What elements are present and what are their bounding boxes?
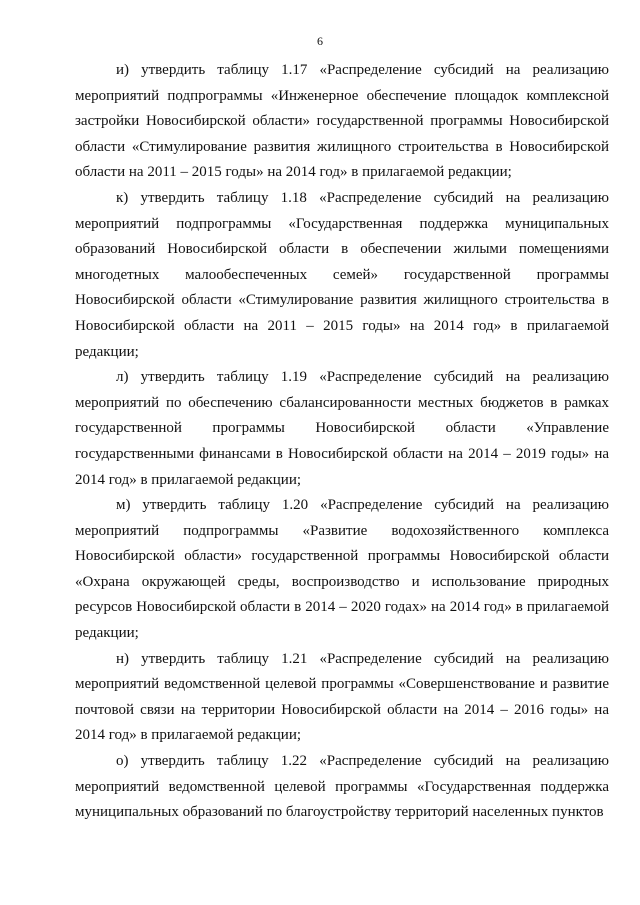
- paragraph-item-k: к) утвердить таблицу 1.18 «Распределение субсидий на реализацию мероприятий подпрограммы «Государственная поддержка муниципальных образований Новосибирской области в обеспечении жилыми помещениями многодетных малообеспеченных семей» государственной программы Новосибирской области «Стимулирование развития жилищного строительства в Новосибирской области на 2011 – 2015 годы» на 2014 год» в прилагаемой редакции;: [75, 189, 609, 360]
- document-body: [75, 58, 609, 826]
- paragraph-item-o: о) утвердить таблицу 1.22 «Распределение субсидий на реализацию мероприятий ведомственной целевой программы «Государственная поддержка муниципальных образований по благоустройству территорий населенных пунктов: [75, 753, 609, 821]
- paragraph-item-m: м) утвердить таблицу 1.20 «Распределение субсидий на реализацию мероприятий подпрограммы «Развитие водохозяйственного комплекса Новосибирской области» государственной программы Новосибирской области «Охрана окружающей среды, воспроизводство и использование природных ресурсов Новосибирской области в 2014 – 2020 годах» на 2014 год» в прилагаемой редакции;: [75, 497, 609, 642]
- page-number: 6: [317, 34, 323, 48]
- paragraph-item-l: л) утвердить таблицу 1.19 «Распределение субсидий на реализацию мероприятий по обеспечению сбалансированности местных бюджетов в рамках государственной программы Новосибирской области «Управление государственными финансами в Новосибирской области на 2014 – 2019 годы» на 2014 год» в прилагаемой редакции;: [75, 369, 609, 488]
- paragraph-item-n: н) утвердить таблицу 1.21 «Распределение субсидий на реализацию мероприятий ведомственной целевой программы «Совершенствование и развитие почтовой связи на территории Новосибирской области на 2014 – 2016 годы» на 2014 год» в прилагаемой редакции;: [75, 650, 609, 744]
- paragraph-item-i: и) утвердить таблицу 1.17 «Распределение субсидий на реализацию мероприятий подпрограммы «Инженерное обеспечение площадок комплексной застройки Новосибирской области» государственной программы Новосибирской области «Стимулирование развития жилищного строительства в Новосибирской области на 2011 – 2015 годы» на 2014 год» в прилагаемой редакции;: [75, 62, 609, 181]
